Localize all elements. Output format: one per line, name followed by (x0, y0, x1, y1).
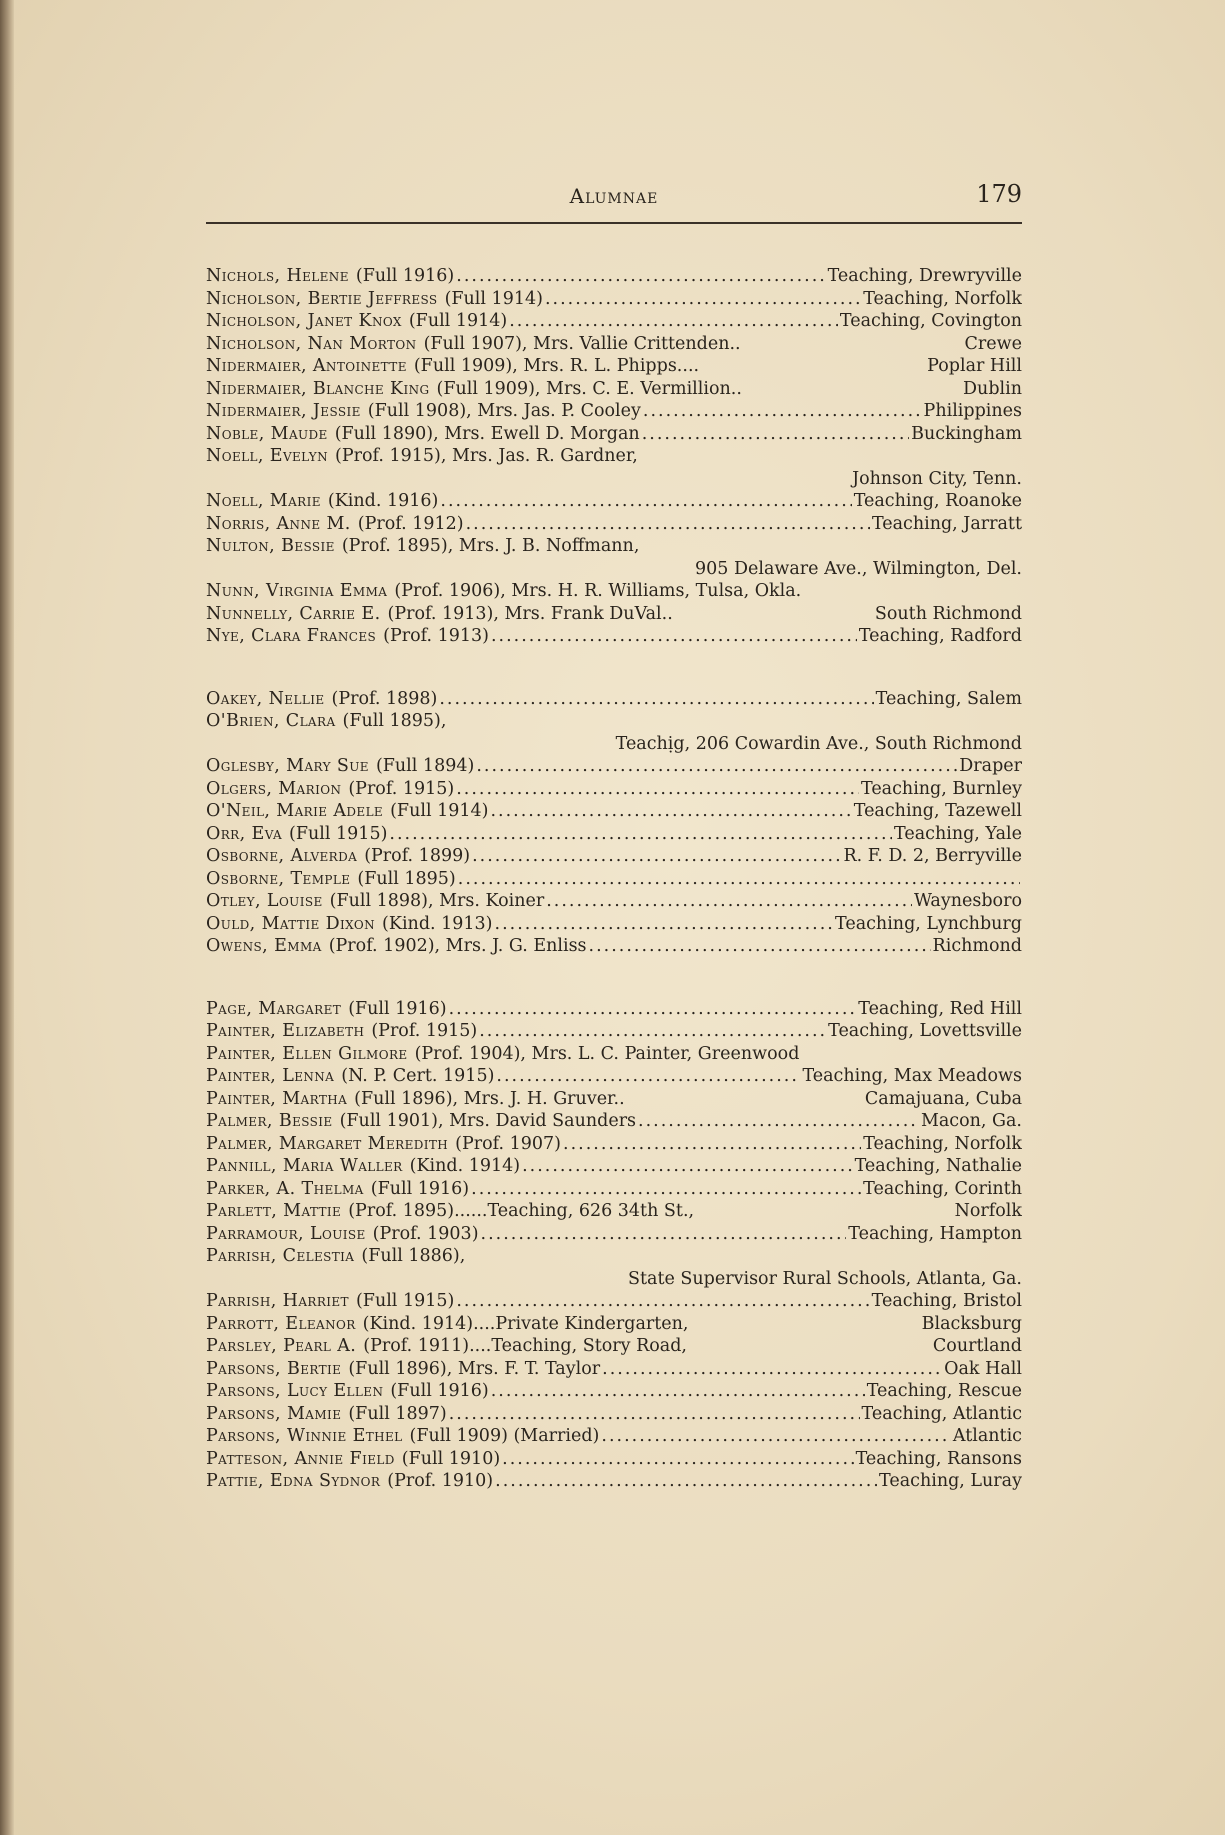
alumna-name: Ould, Mattie Dixon (206, 913, 376, 934)
alumna-entry (206, 1448, 1022, 1471)
alumna-detail: (Full 1909) (Married) (409, 1426, 600, 1446)
alumna-detail: (Full 1916) (355, 266, 455, 286)
dot-leader (502, 1448, 853, 1471)
header-rule (206, 222, 1022, 224)
alumna-name: Nunn, Virginia Emma (206, 581, 388, 601)
alumna-name: Nunnelly, Carrie E. (206, 603, 381, 624)
alumna-entry (206, 1290, 1022, 1313)
dot-leader (643, 400, 922, 423)
alumna-occupation-location: Macon, Ga. (920, 1111, 1022, 1131)
alumna-detail: (Kind. 1914) (409, 1156, 521, 1176)
alumna-name: Parrish, Celestia (206, 1246, 355, 1266)
alumna-entry (206, 1380, 1022, 1403)
dot-leader (522, 1155, 853, 1178)
dot-leader (439, 688, 873, 711)
alumna-name: Nichols, Helene (206, 266, 349, 286)
alumna-entry (206, 1178, 1022, 1201)
alumna-occupation-location: Crewe (964, 333, 1022, 354)
alumna-entry (206, 1313, 1022, 1336)
alumna-detail: (Prof. 1903) (372, 1223, 479, 1244)
alumna-detail: (Prof. 1915) (348, 778, 455, 799)
alumna-entry (206, 265, 1022, 288)
running-header (206, 180, 1022, 216)
alumna-occupation-location: Teaching, Atlantic (861, 1403, 1022, 1424)
alumna-occupation-location: Teaching, Drewryville (827, 266, 1022, 286)
alumna-detail: (Full 1916) (348, 998, 447, 1019)
alumna-entry (206, 1335, 1022, 1358)
alumna-name: Page, Margaret (206, 998, 342, 1019)
alumna-entry (206, 1245, 1022, 1268)
alumna-entry (206, 490, 1022, 513)
alumna-name: Owens, Emma (206, 936, 322, 956)
alumna-detail: (Full 1894) (375, 756, 475, 776)
dot-leader (545, 288, 861, 311)
alumna-name: Olgers, Marion (206, 778, 342, 799)
dot-leader (490, 800, 851, 823)
alumna-entry (206, 1020, 1022, 1043)
alumna-entry (206, 580, 1022, 603)
alumna-detail: (Kind. 1913) (382, 913, 493, 934)
alumna-entry (206, 1425, 1022, 1448)
alumna-entry (206, 423, 1022, 446)
alumna-entry (206, 1155, 1022, 1178)
alumna-occupation-location: Teaching, Max Meadows (802, 1066, 1022, 1086)
alumnae-list (206, 265, 1022, 1493)
dot-leader (449, 1403, 860, 1426)
alumna-name: Nidermaier, Jessie (206, 401, 361, 421)
alumna-name: Palmer, Margaret Meredith (206, 1133, 449, 1154)
alumna-occupation-location: Atlantic (952, 1426, 1022, 1446)
alumna-detail: (Prof. 1907) (455, 1133, 562, 1154)
dot-leader (563, 1133, 861, 1156)
dot-leader (546, 890, 912, 913)
alumna-name: Norris, Anne M. (206, 513, 351, 534)
dot-leader (638, 1110, 919, 1133)
alumna-entry (206, 355, 1022, 378)
alumna-entry (206, 1088, 1022, 1111)
alumna-name: Otley, Louise (206, 891, 323, 911)
alumna-detail: (Prof. 1906), Mrs. H. R. Williams, Tulsa, Okla. (394, 581, 802, 601)
alumna-detail: (Prof. 1902), Mrs. J. G. Enliss (328, 936, 587, 956)
alumna-name: Nicholson, Janet Knox (206, 311, 402, 331)
alumna-name: Nicholson, Bertie Jeffress (206, 288, 438, 309)
alumna-detail: (Full 1896), Mrs. J. H. Gruver.. (354, 1088, 625, 1109)
alumna-detail: (Full 1914) (444, 288, 543, 309)
alumna-occupation-location: Philippines (923, 401, 1022, 421)
dot-leader (456, 265, 825, 288)
alumna-entry (206, 1133, 1022, 1156)
alumna-occupation-location: Teaching, Roanoke (853, 491, 1022, 511)
dot-leader (471, 1178, 861, 1201)
alumna-name: Osborne, Alverda (206, 846, 358, 866)
alumna-occupation-location: Teaching, Norfolk (863, 288, 1022, 309)
alumna-name: Painter, Lenna (206, 1066, 335, 1086)
alumna-entry (206, 333, 1022, 356)
alumna-occupation-location: Teaching, Red Hill (858, 998, 1022, 1019)
alumna-name: Pannill, Maria Waller (206, 1156, 403, 1176)
alumna-entry (206, 513, 1022, 536)
alumna-occupation-location: Draper (959, 756, 1022, 776)
alumna-entry (206, 1223, 1022, 1246)
alumna-occupation-location: Norfolk (954, 1201, 1022, 1221)
alumna-entry-continuation: Johnson City, Tenn. (852, 468, 1022, 489)
dot-leader (472, 845, 841, 868)
alumna-name: Parsons, Winnie Ethel (206, 1426, 403, 1446)
alumna-detail: (Full 1890), Mrs. Ewell D. Morgan (334, 423, 640, 444)
alumna-name: Palmer, Bessie (206, 1111, 333, 1131)
alumna-detail: (Full 1914) (390, 801, 489, 821)
alumna-detail: (Prof. 1915), Mrs. Jas. R. Gardner, (335, 446, 638, 466)
dot-leader (642, 423, 909, 446)
alumna-occupation-location: Blacksburg (921, 1313, 1022, 1334)
alumna-name: O'Brien, Clara (206, 711, 336, 731)
alumna-occupation-location: Camajuana, Cuba (864, 1088, 1022, 1109)
alumna-occupation-location: Teaching, Radford (858, 626, 1022, 646)
alumna-detail: (Full 1914) (408, 311, 508, 331)
alumna-name: Parsons, Bertie (206, 1358, 342, 1379)
alumna-name: Parsons, Lucy Ellen (206, 1381, 384, 1401)
alumna-name: Nye, Clara Frances (206, 626, 377, 646)
alumna-entry-continuation: State Supervisor Rural Schools, Atlanta, Ga. (628, 1268, 1022, 1289)
alumna-detail: (Prof. 1912) (357, 513, 464, 534)
alumna-detail: (Prof. 1913), Mrs. Frank DuVal.. (387, 603, 673, 624)
alumna-detail: (Full 1915) (355, 1291, 455, 1311)
alumna-occupation-location: Teaching, Jarratt (871, 513, 1022, 534)
alumna-entry (206, 603, 1022, 626)
book-binding-edge (0, 0, 14, 1835)
alumna-detail: (Prof. 1911)....Teaching, Story Road, (363, 1336, 687, 1356)
alumna-detail: (Full 1895), (342, 711, 447, 731)
alumna-entry (206, 535, 1022, 558)
alumna-detail: (Full 1896), Mrs. F. T. Taylor (348, 1358, 601, 1379)
alumna-entry (206, 823, 1022, 846)
dot-leader (440, 490, 851, 513)
alumna-detail: (Full 1916) (390, 1381, 489, 1401)
alumna-entry (206, 1065, 1022, 1088)
alumna-detail: (Full 1886), (361, 1246, 466, 1266)
alumna-entry (206, 755, 1022, 778)
alumna-name: Parker, A. Thelma (206, 1178, 364, 1199)
alumna-occupation-location: Teaching, Corinth (863, 1178, 1022, 1199)
alumna-entry-continuation: 905 Delaware Ave., Wilmington, Del. (695, 558, 1022, 579)
alumna-detail: (Kind. 1916) (327, 491, 439, 511)
alumna-entry (206, 1358, 1022, 1381)
alumna-entry (206, 310, 1022, 333)
alumna-occupation-location: Teaching, Lynchburg (835, 913, 1022, 934)
alumna-name: Nicholson, Nan Morton (206, 333, 417, 354)
alumna-name: Parlett, Mattie (206, 1201, 342, 1221)
alumna-detail: (Full 1907), Mrs. Vallie Crittenden.. (423, 333, 741, 354)
alumna-detail: (Prof. 1913) (383, 626, 489, 646)
alumna-detail: (Prof. 1899) (364, 846, 471, 866)
alumna-name: Pattie, Edna Sydnor (206, 1471, 381, 1491)
alumna-detail: (Full 1915) (289, 823, 388, 844)
alumna-occupation-location: Teaching, Hampton (848, 1223, 1022, 1244)
dot-leader (449, 998, 857, 1021)
alumna-occupation-location: South Richmond (874, 603, 1022, 624)
alumna-occupation-location: Richmond (932, 936, 1022, 956)
alumna-detail: (Full 1895) (357, 868, 456, 889)
alumna-name: Painter, Ellen Gilmore (206, 1043, 408, 1064)
alumna-entry (206, 625, 1022, 648)
alumna-occupation-location: Teaching, Norfolk (863, 1133, 1022, 1154)
alumna-occupation-location: Teaching, Ransons (855, 1448, 1022, 1469)
alumna-name: Parramour, Louise (206, 1223, 366, 1244)
alumna-name: Nidermaier, Blanche King (206, 378, 430, 399)
alumna-entry (206, 378, 1022, 401)
alumna-entry (206, 800, 1022, 823)
alumna-name: Painter, Elizabeth (206, 1021, 365, 1041)
alumna-occupation-location: Teaching, Tazewell (853, 801, 1022, 821)
alumna-name: Parrish, Harriet (206, 1291, 349, 1311)
alumna-entry (206, 1470, 1022, 1493)
alumna-entry-continuation: Teachịg, 206 Cowardin Ave., South Richmond (615, 733, 1022, 754)
alumna-occupation-location: Teaching, Covington (839, 311, 1022, 331)
dot-leader (495, 1470, 877, 1493)
alumna-occupation-location: Teaching, Rescue (866, 1381, 1022, 1401)
alumna-name: Noble, Maude (206, 423, 328, 444)
alumna-occupation-location: Teaching, Salem (875, 688, 1022, 709)
alumna-entry (206, 445, 1022, 468)
alumna-detail: (Prof. 1910) (387, 1471, 494, 1491)
section-gap (206, 648, 1022, 688)
dot-leader (479, 1020, 826, 1043)
dot-leader (496, 1065, 800, 1088)
alumna-entry (206, 710, 1022, 733)
alumna-entry (206, 868, 1022, 891)
alumna-occupation-location: Poplar Hill (927, 356, 1022, 376)
dot-leader (601, 1425, 951, 1448)
dot-leader (495, 913, 834, 936)
alumna-entry (206, 935, 1022, 958)
alumna-entry (206, 688, 1022, 711)
dot-leader (476, 755, 957, 778)
alumna-occupation-location: Teaching, Luray (879, 1471, 1022, 1491)
dot-leader (481, 1223, 847, 1246)
alumna-detail: (Prof. 1895), Mrs. J. B. Noffmann, (341, 536, 640, 556)
alumna-name: Nulton, Bessie (206, 536, 335, 556)
alumna-entry (206, 913, 1022, 936)
alumna-entry (206, 1403, 1022, 1426)
alumna-detail: (Prof. 1895)......Teaching, 626 34th St., (348, 1201, 695, 1221)
alumna-name: Noell, Evelyn (206, 446, 328, 466)
alumna-entry (206, 1043, 1022, 1066)
alumna-occupation-location: Waynesboro (913, 891, 1022, 911)
dot-leader (389, 823, 892, 846)
dot-leader (602, 1358, 942, 1381)
dot-leader (466, 513, 870, 536)
alumna-name: Osborne, Temple (206, 868, 351, 889)
alumna-entry (206, 1200, 1022, 1223)
alumna-name: Orr, Eva (206, 823, 283, 844)
alumna-name: Painter, Martha (206, 1088, 348, 1109)
alumna-occupation-location: Teaching, Lovettsville (828, 1021, 1022, 1041)
alumna-name: O'Neil, Marie Adele (206, 801, 384, 821)
alumna-detail: (Prof. 1915) (371, 1021, 478, 1041)
alumna-name: Noell, Marie (206, 491, 321, 511)
alumna-detail: (Full 1909), Mrs. C. E. Vermillion.. (436, 378, 742, 399)
alumna-detail: (N. P. Cert. 1915) (341, 1066, 495, 1086)
alumna-entry (206, 400, 1022, 423)
dot-leader (456, 1290, 869, 1313)
alumna-detail: (Prof. 1898) (331, 688, 438, 709)
alumna-detail: (Prof. 1904), Mrs. L. C. Painter, Greenwood (414, 1043, 800, 1064)
alumna-entry (206, 778, 1022, 801)
alumna-detail: (Full 1910) (401, 1448, 501, 1469)
alumna-detail: (Full 1901), Mrs. David Saunders (339, 1111, 637, 1131)
alumna-detail: (Kind. 1914)....Private Kindergarten, (362, 1313, 689, 1334)
alumna-entry (206, 890, 1022, 913)
dot-leader (458, 868, 1020, 891)
alumna-name: Parsons, Mamie (206, 1403, 342, 1424)
alumna-occupation-location: Dublin (963, 378, 1022, 399)
alumna-name: Patteson, Annie Field (206, 1448, 395, 1469)
dot-leader (509, 310, 838, 333)
dot-leader (456, 778, 859, 801)
alumna-name: Oakey, Nellie (206, 688, 325, 709)
alumna-occupation-location: Teaching, Nathalie (854, 1156, 1022, 1176)
alumna-occupation-location: Buckingham (911, 423, 1022, 444)
alumna-entry (206, 288, 1022, 311)
running-header-title: Alumnae (569, 184, 659, 208)
alumna-detail: (Full 1916) (370, 1178, 470, 1199)
alumna-occupation-location: Courtland (932, 1336, 1022, 1356)
alumna-occupation-location: R. F. D. 2, Berryville (843, 846, 1022, 866)
alumna-detail: (Full 1897) (348, 1403, 447, 1424)
alumna-occupation-location: Teaching, Yale (894, 823, 1022, 844)
alumna-entry (206, 845, 1022, 868)
alumna-occupation-location: Teaching, Bristol (871, 1291, 1022, 1311)
alumna-name: Oglesby, Mary Sue (206, 756, 369, 776)
page-number: 179 (976, 180, 1022, 208)
alumna-detail: (Full 1908), Mrs. Jas. P. Cooley (367, 401, 641, 421)
alumna-detail: (Full 1909), Mrs. R. L. Phipps.... (413, 356, 700, 376)
alumna-name: Parsley, Pearl A. (206, 1336, 357, 1356)
alumna-name: Parrott, Eleanor (206, 1313, 356, 1334)
dot-leader (589, 935, 931, 958)
alumna-detail: (Full 1898), Mrs. Koiner (329, 891, 545, 911)
alumna-name: Nidermaier, Antoinette (206, 356, 407, 376)
section-gap (206, 958, 1022, 998)
alumna-entry (206, 1110, 1022, 1133)
dot-leader (491, 625, 857, 648)
alumna-entry (206, 998, 1022, 1021)
dot-leader (491, 1380, 865, 1403)
alumna-occupation-location: Teaching, Burnley (861, 778, 1022, 799)
alumna-occupation-location: Oak Hall (944, 1358, 1022, 1379)
